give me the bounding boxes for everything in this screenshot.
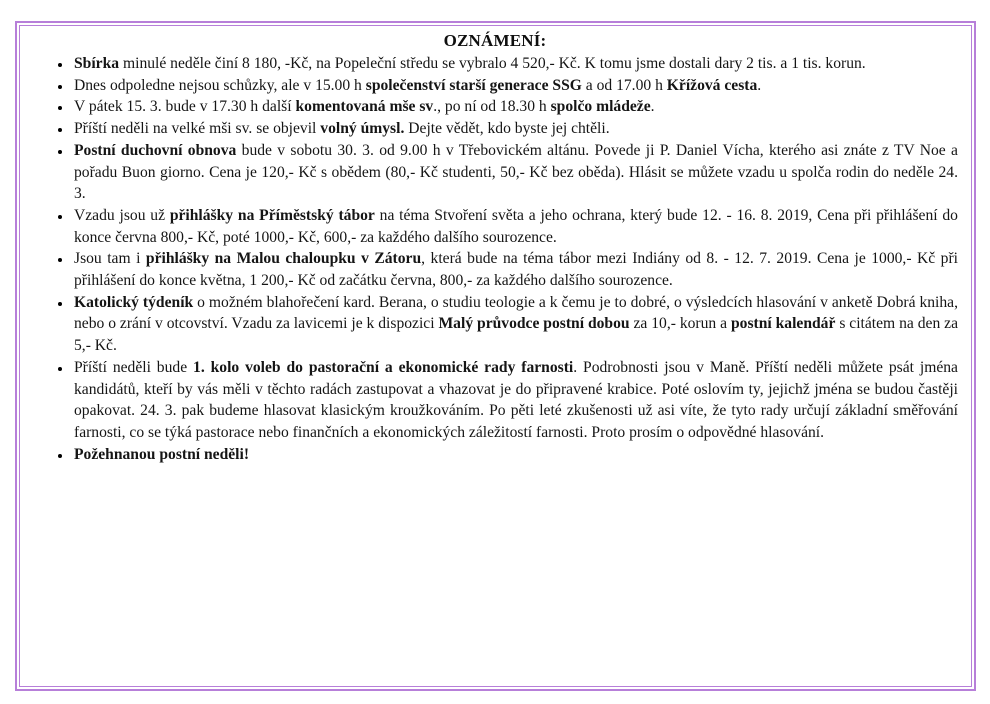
announcement-item — [72, 357, 958, 444]
text-run: . — [757, 76, 762, 94]
text-run: Požehnanou postní neděli! — [74, 445, 250, 463]
text-run: ., po ní od 18.30 h — [433, 98, 551, 116]
text-run: , která bude na téma tábor mezi Indiány od 8. - 12. 7. 2019. Cena je 1000,- Kč při přihlášení do konce května, 1 200,- Kč od začátku června, 800,- za každého dalšího sourozence. — [74, 250, 958, 290]
announcement-list — [32, 53, 958, 465]
text-run: Příští neděli na velké mši sv. se objevil — [74, 120, 321, 138]
text-run: Dejte vědět, kdo byste jej chtěli. — [404, 120, 610, 138]
announcement-item — [72, 96, 958, 118]
text-run: Příští neděli bude — [74, 358, 194, 376]
text-run: V pátek 15. 3. bude v 17.30 h další — [74, 98, 296, 116]
text-run: . — [650, 98, 655, 116]
announcement-item — [72, 140, 958, 205]
page-title: OZNÁMENÍ: — [443, 31, 547, 50]
text-run: Malý průvodce postní dobou — [438, 315, 630, 333]
text-run: o možném blahořečení kard. Berana, o studiu teologie a k čemu je to dobré, o výsledcích hlasování v anketě Dobrá kniha, nebo o zrání v otcovství. Vzadu za lavicemi je k dispozici — [74, 293, 958, 333]
text-run: Vzadu jsou už — [74, 206, 170, 224]
text-run: a od 17.00 h — [581, 76, 667, 94]
text-run: komentovaná mše sv — [295, 98, 434, 116]
text-run: spolčo mládeže — [550, 98, 651, 116]
announcement-item — [72, 248, 958, 291]
text-run: Katolický týdeník — [74, 293, 194, 311]
text-run: za 10,- korun a — [629, 315, 731, 333]
text-run: volný úmysl. — [320, 120, 405, 138]
text-run: Sbírka — [74, 55, 120, 72]
text-run: s citátem na den za 5,- Kč. — [74, 315, 958, 355]
page-content — [20, 26, 970, 686]
text-run: minulé neděle činí 8 180, -Kč, na Popeleční středu se vybralo 4 520,- Kč. K tomu jsme dostali dary 2 tis. a 1 tis. korun. — [119, 55, 866, 72]
text-run: přihlášky na Příměstský tábor — [169, 206, 375, 224]
text-run: 1. kolo voleb do pastorační a ekonomické rady farnosti — [193, 358, 574, 376]
text-run: na téma Stvoření světa a jeho ochrana, který bude 12. - 16. 8. 2019, Cena při přihlášení do konce června 800,- Kč, poté 1000,- Kč, 600,- za každého dalšího sourozence. — [74, 206, 958, 246]
announcement-item — [72, 205, 958, 248]
text-run: společenství starší generace SSG — [365, 76, 582, 94]
announcement-item — [72, 118, 958, 140]
announcement-item — [72, 292, 958, 357]
announcement-item — [72, 75, 958, 97]
text-run: bude v sobotu 30. 3. od 9.00 h v Třebovickém altánu. Povede ji P. Daniel Vícha, kterého asi znáte z TV Noe a pořadu Buon giorno. Cena je 120,- Kč s obědem (80,- Kč studenti, 50,- Kč bez oběda). Hlásit se můžete vzadu u spolča rodin do neděle 24. 3. — [74, 141, 958, 203]
text-run: postní kalendář — [730, 315, 836, 333]
text-run: Dnes odpoledne nejsou schůzky, ale v 15.00 h — [74, 76, 366, 94]
text-run: přihlášky na Malou chaloupku v Zátoru — [145, 250, 422, 268]
announcement-item — [72, 444, 958, 466]
text-run: Postní duchovní obnova — [74, 141, 237, 159]
text-run: . Podrobnosti jsou v Maně. Příští neděli můžete psát jména kandidátů, kteří by vás měli v těchto radách zastupovat a vhazovat je do připravené krabice. Poté oslovím ty, jejichž jména se budou častěji opakovat. 24. 3. pak budeme hlasovat klasickým kroužkováním. Po pěti leté zkušenosti už asi víte, že tyto rady určují základní směřování farnosti, co se týká pastorace nebo finančních a ekonomických záležitostí farnosti. Proto prosím o odpovědné hlasování. — [74, 358, 958, 441]
text-run: Křížová cesta — [666, 76, 758, 94]
text-run: Jsou tam i — [74, 250, 146, 268]
announcement-item — [72, 53, 958, 75]
